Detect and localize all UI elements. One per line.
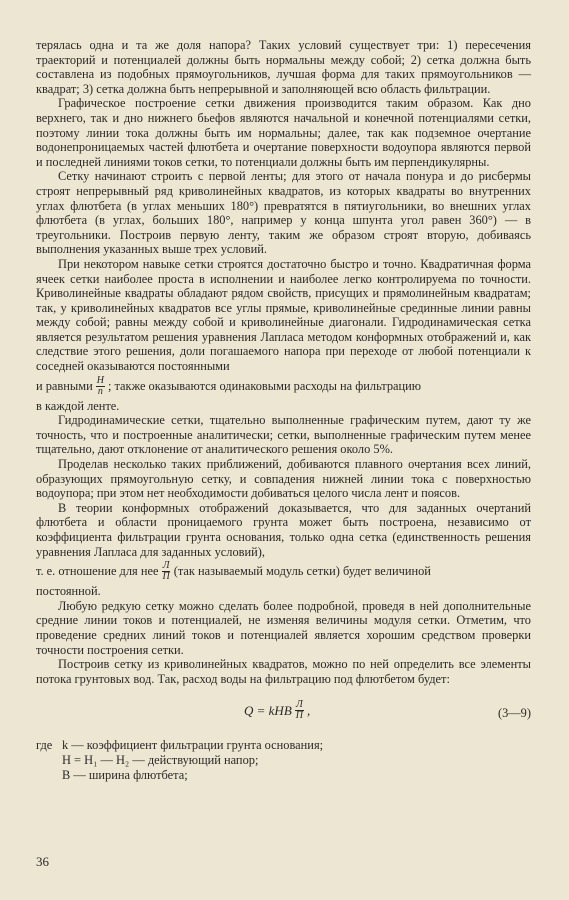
definition-b: B — ширина флютбета; xyxy=(62,767,188,782)
formula-lhs: Q = kHB xyxy=(244,702,292,718)
paragraph-refine-grid: Любую редкую сетку можно сделать более подробной, проведя в ней дополнительные средние линии токов и потенциалей, не изменяя величины модуля сетки. Отметим, что проведение средних линий токов и потенциалей является хорошим средством проверки точности построения сетки. xyxy=(36,598,531,657)
formula-expression xyxy=(244,700,310,721)
definition-k xyxy=(36,738,531,753)
paragraph-discharge: Построив сетку из криволинейных квадратов, можно по ней определить все элементы потока грунтовых вод. Так, расход воды на фильтрацию под флютбетом будет: xyxy=(36,657,531,686)
paragraph-graphic-construction: Графическое построение сетки движения производится таким образом. Как дно верхнего, так и дно нижнего бьефов являются начальной и конечной потенциалями сетки, поэтому линии тока должны быть им нормальны; далее, так как подземное очертание водонепроницаемых частей флютбета и очертание поверхности водоупора являются первой и последней линиями токов сетки, то потенциали должны быть им перпендикулярны. xyxy=(36,96,531,169)
inline-text: т. е. отношение для нее xyxy=(36,564,159,579)
paragraph-continuation: терялась одна и та же доля напора? Таких условий существует три: 1) пересечения траекторий и потенциалей должны быть нормальны между собой; 2) сетка должна быть составлена из подобных прямоугольников, лучшая форма для таких прямоугольников — квадрат; 3) сетка должна быть непрерывной и заполняющей всю область фильтрации. xyxy=(36,38,531,96)
inline-text: и равными xyxy=(36,378,93,393)
paragraph-conformal-mapping: В теории конформных отображений доказывается, что для заданных очертаний флютбета и области проницаемого грунта может быть построена, независимо от коэффициента фильтрации грунта основания, только одна сетка (единственность решения уравнения Лапласа для заданных условий), xyxy=(36,500,531,559)
paragraph-approximations: Проделав несколько таких приближений, добиваются плавного очертания всех линий, образующих прямоугольную сетку, и совпадения нижней линии тока с поверхностью водоупора; при этом нет необходимости добиваться целого числа лент и поясов. xyxy=(36,457,531,501)
paragraph-line: постоянной. xyxy=(36,584,101,599)
definition-h: H = H₁ — H₂ — действующий напор; xyxy=(62,752,259,767)
formula-tail: , xyxy=(307,702,311,718)
formula-fraction xyxy=(295,700,304,721)
fraction-h-over-n xyxy=(96,376,105,397)
paragraph-line: в каждой ленте. xyxy=(36,398,120,413)
inline-text: (так называемый модуль сетки) будет величиной xyxy=(173,564,431,579)
definition-text: k — коэффициент фильтрации грунта основания; xyxy=(62,738,324,753)
inline-text: ; также оказываются одинаковыми расходы на фильтрацию xyxy=(107,378,422,393)
page-number: 36 xyxy=(36,854,49,869)
fraction-numerator: H xyxy=(96,374,104,386)
paragraph-conformal-tail xyxy=(36,561,531,582)
where-label: где xyxy=(36,738,53,753)
formula-3-9 xyxy=(36,694,531,728)
fraction-denominator: П xyxy=(295,710,303,722)
fraction-numerator: Л xyxy=(295,699,303,711)
fraction-grid-modulus xyxy=(161,561,170,582)
paragraph-squares-tail xyxy=(36,376,531,397)
equation-number: (3—9) xyxy=(497,706,531,721)
fraction-denominator: П xyxy=(162,571,170,583)
paragraph-first-band: Сетку начинают строить с первой ленты; для этого от начала понура и до рисбермы строят непрерывный ряд криволинейных квадратов, из которых квадраты во внутренних углах флютбета (в углах меньших 180°) превратятся в пятиугольники, во внешних углах флютбета (в углах, больших 180°, например у конца шпунта угол равен 360°) — в треугольники. Построив первую ленту, таким же образом строят вторую, добиваясь выполнения указанных выше трех условий. xyxy=(36,169,531,257)
fraction-numerator: Л xyxy=(162,560,170,572)
paragraph-hydrodynamic-grids: Гидродинамические сетки, тщательно выполненные графическим путем, дают ту же точность, что и построенные аналитически; сетки, выполненные графическим путем менее тщательно, дают отклонение от аналитического решения около 5%. xyxy=(36,413,531,457)
fraction-denominator: n xyxy=(97,385,103,397)
paragraph-squares: При некотором навыке сетки строятся достаточно быстро и точно. Квадратичная форма ячеек сетки наиболее проста в исполнении и наиболее легко контролируема по точности. Криволинейные квадраты обладают рядом свойств, присущих и прямолинейным квадратам; так, у криволинейных квадратов все углы прямые, криволинейные срединные линии равны между собой; равны между собой и криволинейные диагонали. Гидродинамическая сетка является результатом решения уравнения Лапласа методом конформных отображений и, как следствие этого решения, доли погашаемого напора при переходе от любой потенциали к соседней оказываются постоянными xyxy=(36,256,531,374)
variable-definitions xyxy=(36,738,531,782)
